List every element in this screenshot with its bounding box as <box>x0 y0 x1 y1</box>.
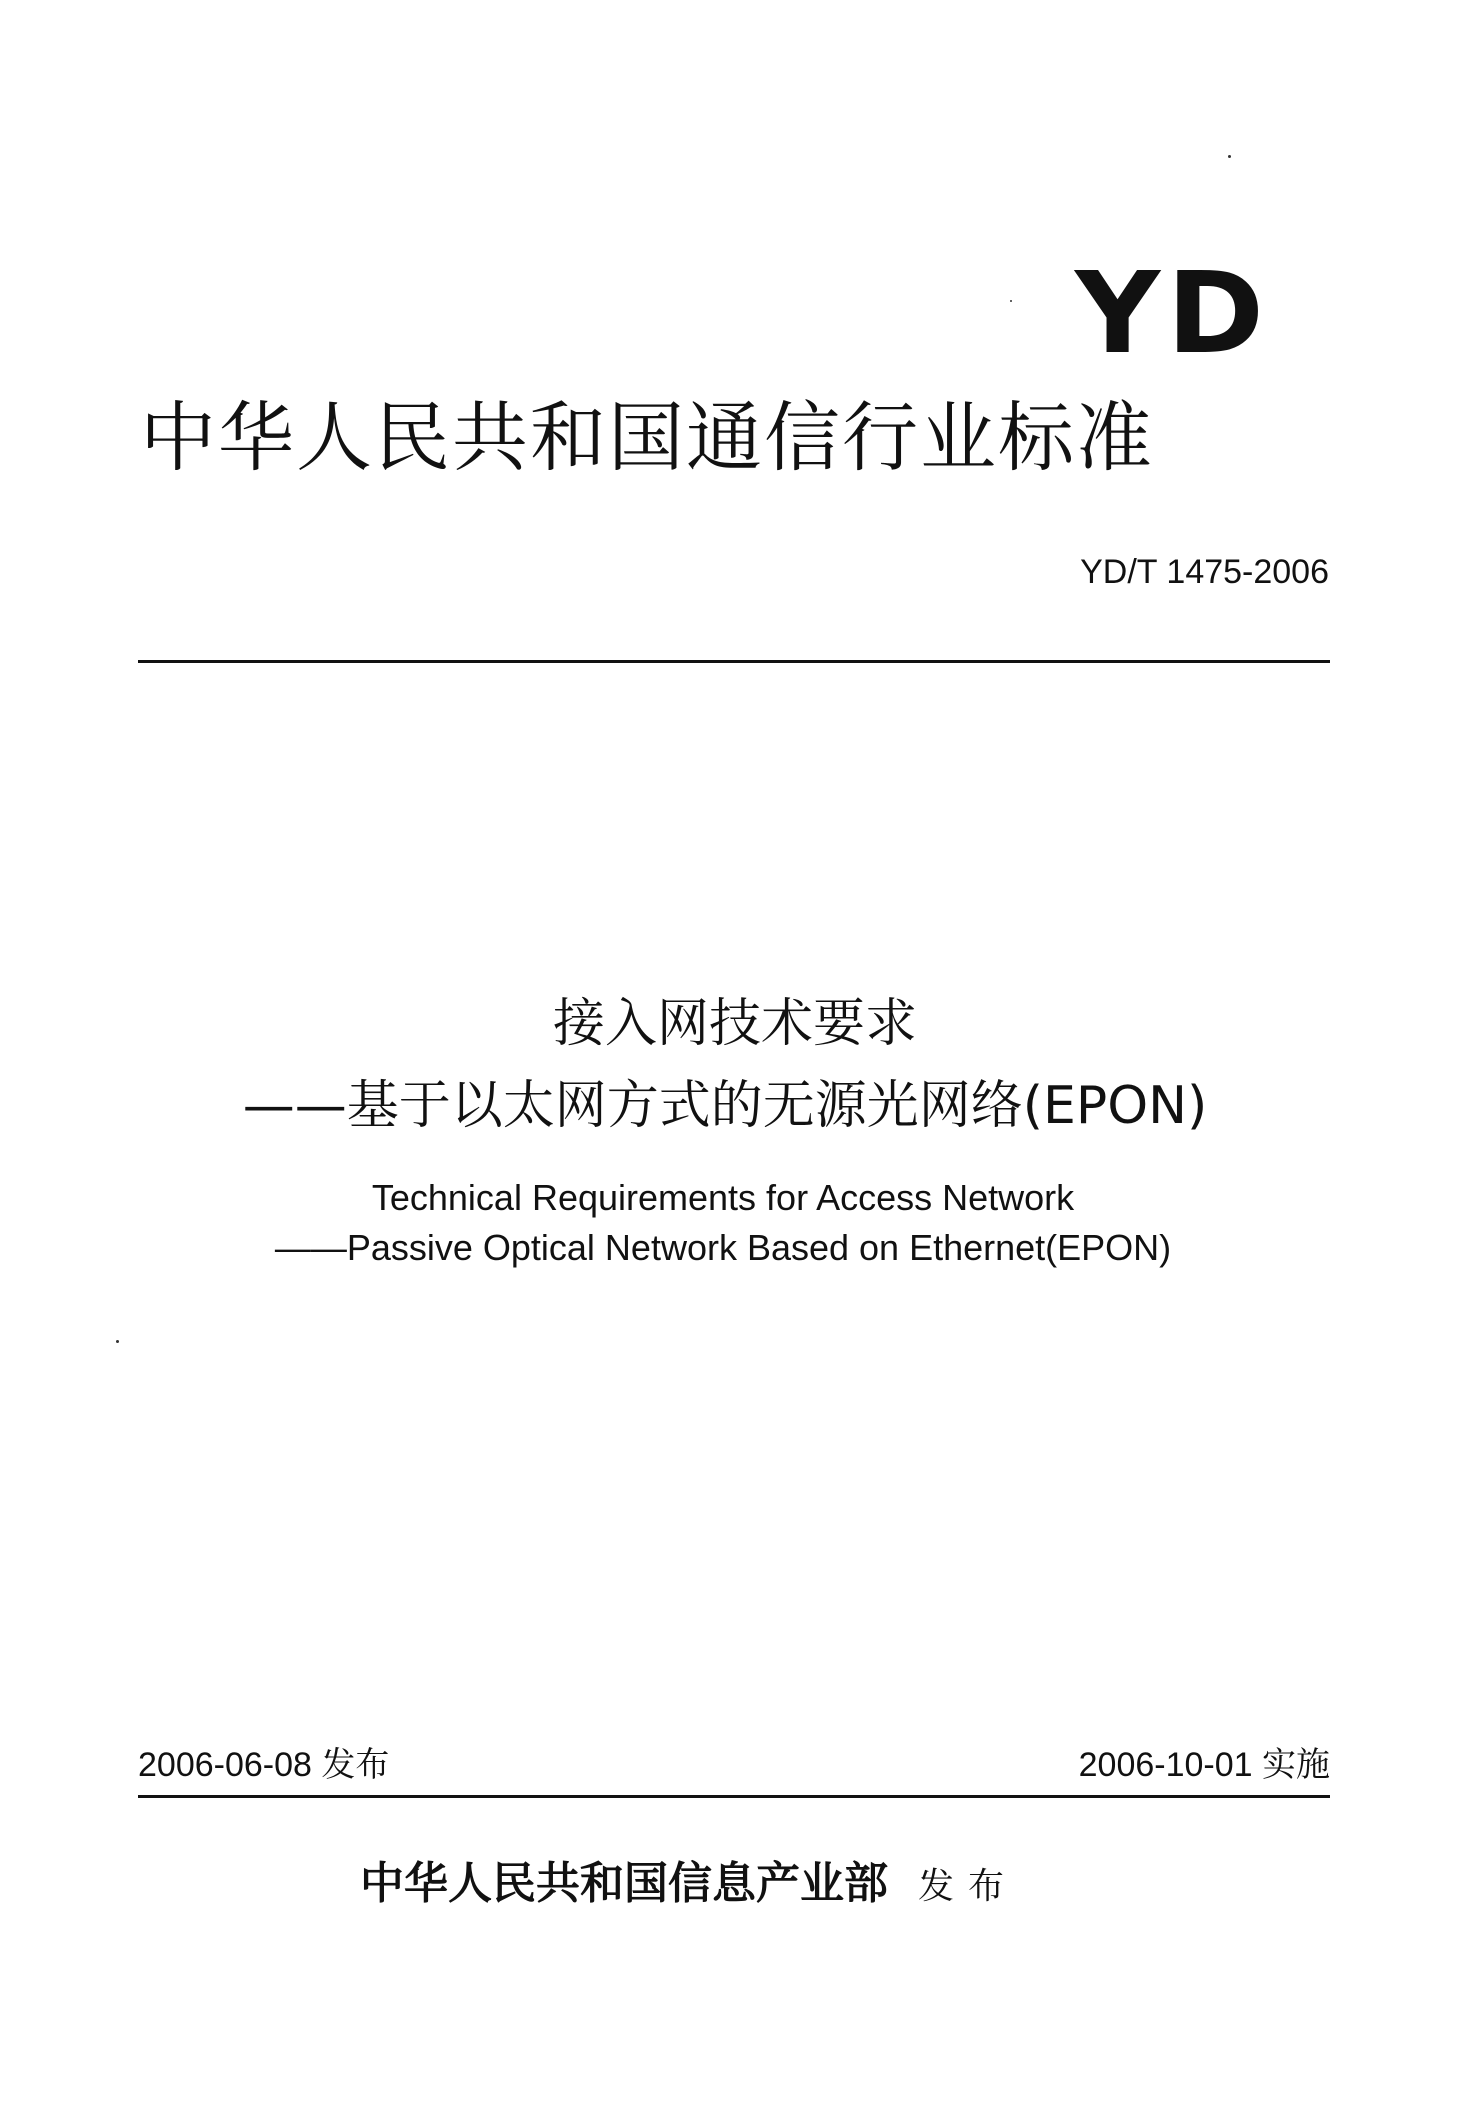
scan-speck <box>116 1340 119 1343</box>
issue-word: 发布 <box>918 1866 1019 1907</box>
header-divider <box>138 660 1330 663</box>
scan-speck <box>1010 300 1012 302</box>
publication-date: 2006-06-08 发布 <box>138 1746 390 1784</box>
english-title-line1: Technical Requirements for Access Network <box>371 1177 1075 1218</box>
footer-divider <box>138 1795 1330 1798</box>
chinese-title-line1: 接入网技术要求 <box>552 994 917 1054</box>
implementation-date: 2006-10-01 实施 <box>1078 1746 1330 1784</box>
standard-number: YD/T 1475-2006 <box>1080 553 1329 591</box>
industry-standard-title: 中华人民共和国通信行业标准 <box>140 393 1154 482</box>
issuing-authority <box>360 1858 1019 1909</box>
english-title-line2: ——Passive Optical Network Based on Ethernet(EPON) <box>274 1227 1172 1268</box>
scan-speck <box>1228 155 1231 158</box>
yd-logo: YD <box>1075 249 1271 379</box>
chinese-title-line2: ——基于以太网方式的无源光网络(EPON) <box>242 1076 1208 1136</box>
issuer-name: 中华人民共和国信息产业部 <box>360 1858 888 1909</box>
